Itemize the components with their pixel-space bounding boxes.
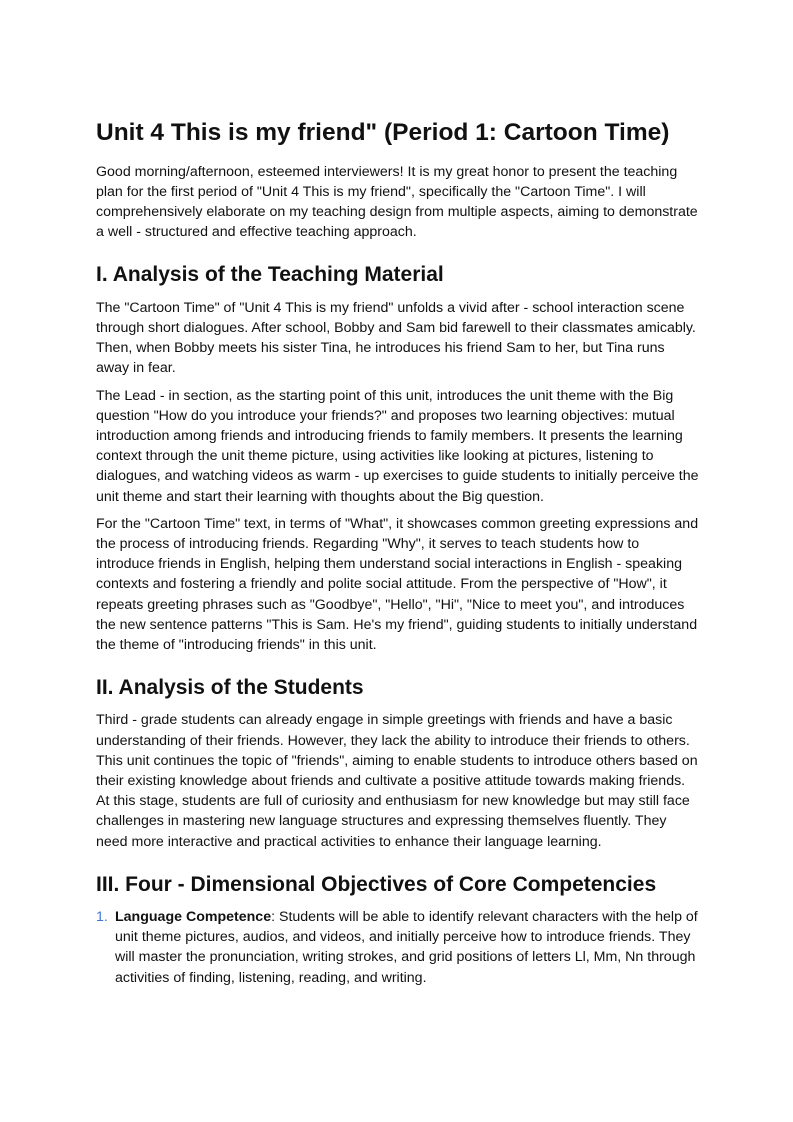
teaching-material-paragraph-1: The "Cartoon Time" of "Unit 4 This is my friend" unfolds a vivid after - school interaction scene through short dialogues. After school, Bobby and Sam bid farewell to their classmates amicably. Then, when Bobby meets his sister Tina, he introduces his friend Sam to her, but Tina runs away in fear. <box>96 299 696 377</box>
intro-paragraph: Good morning/afternoon, esteemed interviewers! It is my great honor to present the teaching plan for the first period of "Unit 4 This is my friend", specifically the "Cartoon Time". I will comprehensively elaborate on my teaching design from multiple aspects, aiming to demonstrate a well - structured and effective teaching approach. <box>96 163 698 241</box>
list-item-number: 1. <box>96 909 108 926</box>
objectives-list <box>96 907 700 988</box>
section-heading-students: II. Analysis of the Students <box>96 676 364 700</box>
list-item <box>96 907 700 988</box>
section-heading-teaching-material: I. Analysis of the Teaching Material <box>96 263 444 287</box>
section-heading-objectives: III. Four - Dimensional Objectives of Core Competencies <box>96 872 657 896</box>
teaching-material-paragraph-3: For the "Cartoon Time" text, in terms of "What", it showcases common greeting expressions and the process of introducing friends. Regarding "Why", it serves to teach students how to introduce friends in English, helping them understand social interactions in English - speaking contexts and fostering a friendly and polite social attitude. From the perspective of "How", it repeats greeting phrases such as "Goodbye", "Hello", "Hi", "Nice to meet you", and introduces the new sentence patterns "This is Sam. He's my friend", guiding students to initially understand the theme of "introducing friends" in this unit. <box>96 515 699 653</box>
students-paragraph: Third - grade students can already engage in simple greetings with friends and have a basic understanding of their friends. However, they lack the ability to introduce their friends to others. This unit continues the topic of "friends", aiming to enable students to introduce others based on their existing knowledge about friends and cultivate a positive attitude towards making friends. At this stage, students are full of curiosity and enthusiasm for new knowledge but may still face challenges in mastering new language structures and expressing themselves fluently. They need more interactive and practical activities to enhance their language learning. <box>96 712 698 850</box>
document-title: Unit 4 This is my friend" (Period 1: Cartoon Time) <box>96 119 670 146</box>
list-item-text: : Students will be able to identify relevant characters with the help of unit theme pictures, audios, and videos, and initially perceive how to introduce friends. They will master the pronunciation, writing strokes, and grid positions of letters Ll, Mm, Nn through activities of finding, listening, reading, and writing. <box>115 909 698 986</box>
document-page <box>96 118 700 988</box>
list-item-term: Language Competence <box>115 909 272 926</box>
teaching-material-paragraph-2: The Lead - in section, as the starting point of this unit, introduces the unit theme with the Big question "How do you introduce your friends?" and proposes two learning objectives: mutual introduction among friends and introducing friends to family members. It presents the learning context through the unit theme picture, using activities like looking at pictures, listening to dialogues, and watching videos as warm - up exercises to guide students to initially perceive the unit theme and start their learning with thoughts about the Big question. <box>96 387 699 505</box>
